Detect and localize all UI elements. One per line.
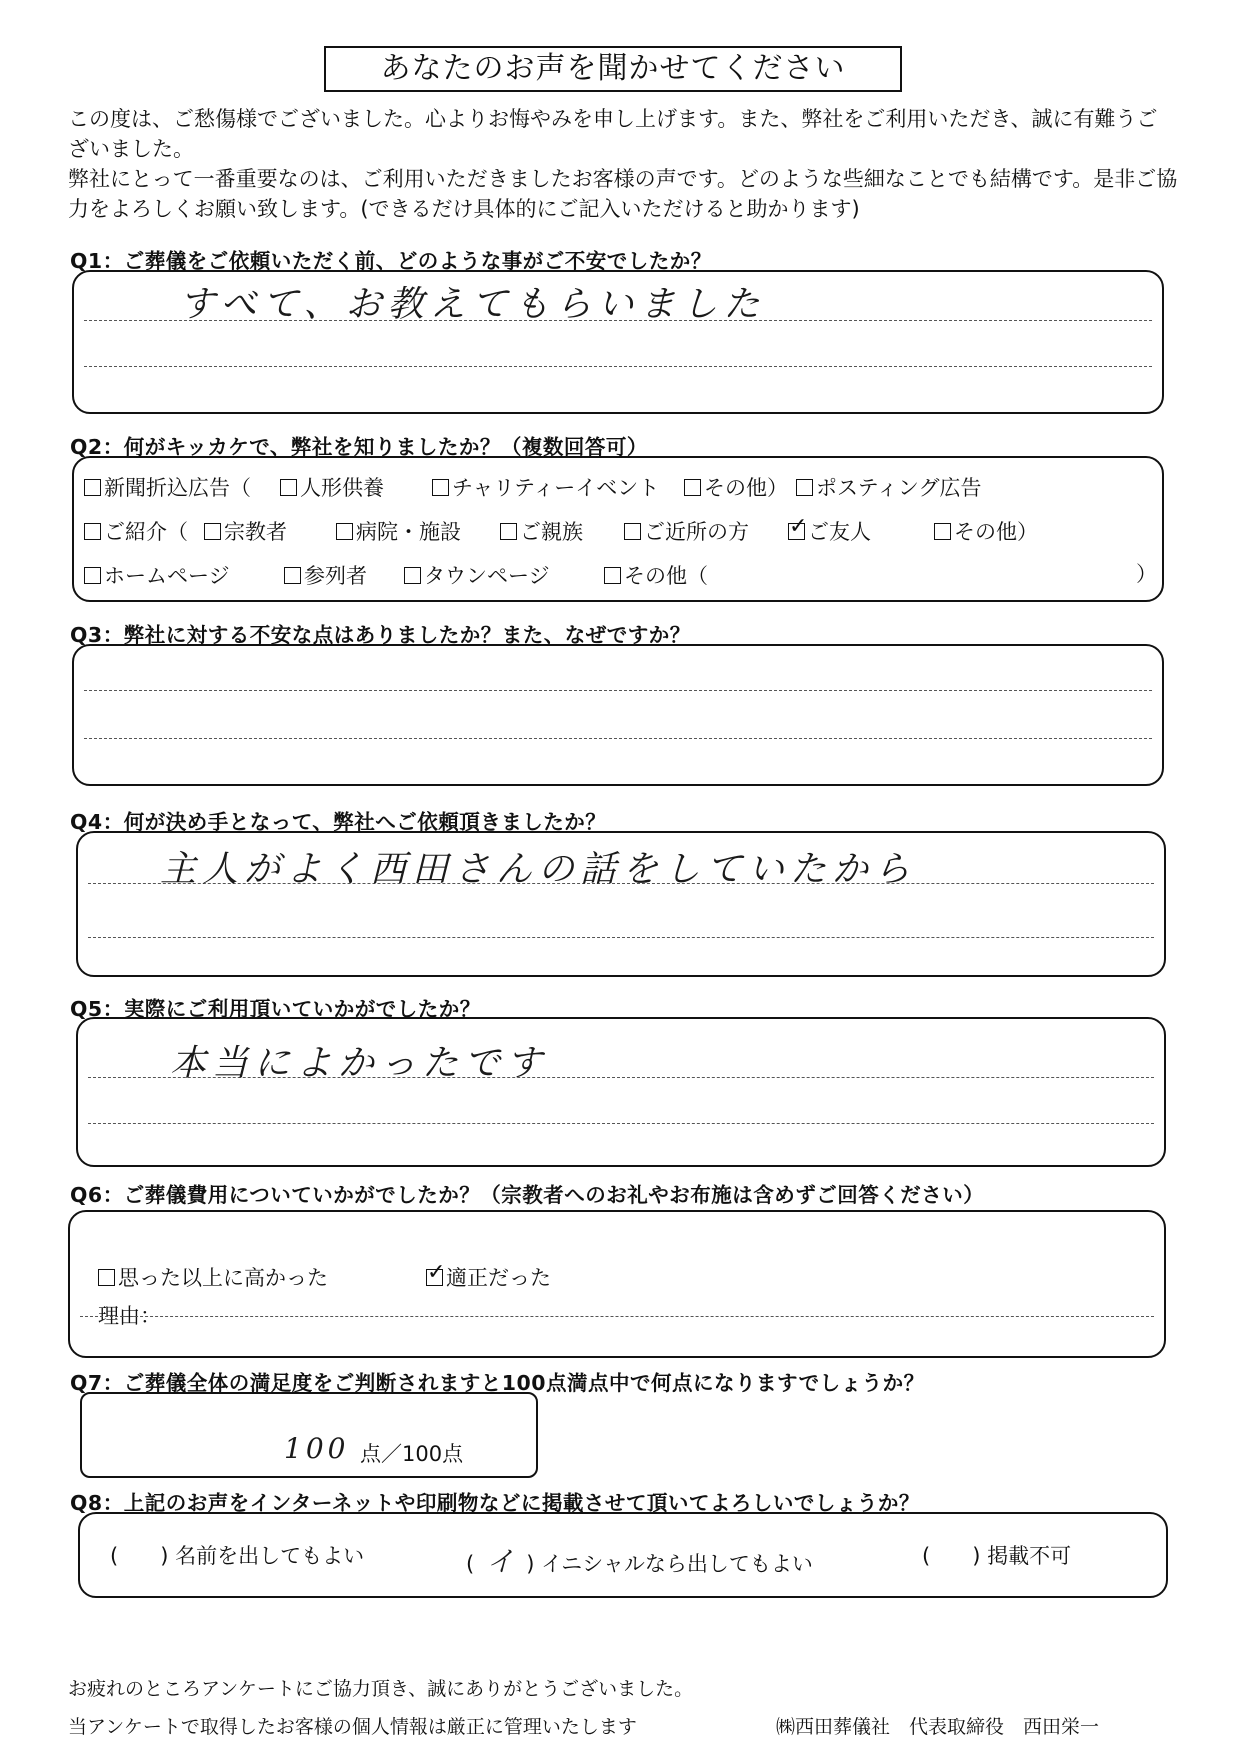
q2-option-label: ご紹介（	[104, 520, 188, 544]
q2-option-label: 人形供養	[300, 476, 384, 500]
q7-label: Q7：ご葬儀全体の満足度をご判断されますと100点満点中で何点になりますでしょうか？	[70, 1371, 925, 1395]
checkbox-icon	[934, 523, 951, 540]
q2-option-3-4[interactable]	[604, 560, 708, 590]
q2-option-2-4[interactable]	[500, 516, 583, 546]
q2-option-2-3[interactable]	[336, 516, 461, 546]
q6-reason-label: 理由：	[98, 1304, 161, 1328]
q1-answer-box[interactable]	[72, 270, 1164, 414]
checkbox-icon	[98, 1269, 115, 1286]
q8-options-box	[78, 1512, 1168, 1598]
q2-option-1-5[interactable]	[796, 472, 981, 502]
intro-text	[68, 104, 1178, 224]
checkbox-icon	[204, 523, 221, 540]
checkbox-icon	[84, 567, 101, 584]
q2-option-2-1[interactable]	[84, 516, 188, 546]
q2-option-3-2[interactable]	[284, 560, 367, 590]
q2-option-label: チャリティーイベント	[452, 476, 660, 500]
survey-title: あなたのお声を聞かせてください	[324, 46, 902, 92]
q4-label: Q4：何が決め手となって、弊社へご依頼頂きましたか？	[70, 810, 607, 834]
intro-paragraph-1: この度は、ご愁傷様でございました。心よりお悔やみを申し上げます。また、弊社をご利用いただき、誠に有難うございました。	[68, 107, 1158, 161]
checkbox-icon	[432, 479, 449, 496]
q5-handwritten-answer: 本当によかったです	[170, 1043, 549, 1084]
checkbox-checked-icon	[426, 1269, 443, 1286]
q2-label: Q2：何がキッカケで、弊社を知りましたか？（複数回答可）	[70, 435, 648, 459]
q2-option-1-2[interactable]	[280, 472, 384, 502]
q8-option-name-label: 名前を出してもよい	[175, 1544, 365, 1568]
checkbox-icon	[404, 567, 421, 584]
q8-option-decline[interactable]: ( ) 掲載不可	[922, 1544, 1072, 1568]
q8-option-name[interactable]: ( ) 名前を出してもよい	[110, 1544, 365, 1568]
q2-option-label: ご親族	[520, 520, 583, 544]
q7-handwritten-score: 100	[284, 1432, 350, 1465]
footer-thanks: お疲れのところアンケートにご協力頂き、誠にありがとうございました。	[68, 1678, 694, 1700]
checkbox-icon	[604, 567, 621, 584]
q8-label: Q8：上記のお声をインターネットや印刷物などに掲載させて頂いてよろしいでしょうか？	[70, 1491, 920, 1515]
q2-option-label: タウンページ	[424, 564, 550, 588]
q2-option-label: ご友人	[808, 520, 871, 544]
checkbox-icon	[280, 479, 297, 496]
q6-option-expensive[interactable]	[98, 1262, 328, 1292]
q2-option-label: 宗教者	[224, 520, 287, 544]
q2-option-label: その他）	[704, 476, 788, 500]
q2-options-box	[72, 456, 1164, 602]
q2-option-2-2[interactable]	[204, 516, 287, 546]
checkbox-icon	[336, 523, 353, 540]
q6-option-expensive-label: 思った以上に高かった	[118, 1266, 328, 1290]
q2-option-label: ホームページ	[104, 564, 230, 588]
q2-close-paren: ）	[1136, 562, 1157, 586]
checkbox-icon	[796, 479, 813, 496]
checkbox-icon	[684, 479, 701, 496]
q3-answer-box[interactable]	[72, 644, 1164, 786]
q6-options-box	[68, 1210, 1166, 1358]
q1-label: Q1：ご葬儀をご依頼いただく前、どのような事がご不安でしたか？	[70, 249, 712, 273]
q4-answer-box[interactable]	[76, 831, 1166, 977]
q2-option-1-4[interactable]	[684, 472, 788, 502]
q8-option-initial-label: イニシャルなら出してもよい	[541, 1552, 813, 1576]
q2-option-2-6[interactable]	[788, 516, 871, 546]
q2-option-2-7[interactable]	[934, 516, 1038, 546]
q4-handwritten-answer: 主人がよく西田さんの話をしていたから	[160, 849, 917, 890]
q6-option-fair-label: 適正だった	[446, 1266, 551, 1290]
q2-option-3-3[interactable]	[404, 560, 550, 590]
q8-option-initial[interactable]: ( イ ) イニシャルなら出してもよい	[466, 1545, 813, 1578]
q7-score-suffix: 点／100点	[360, 1442, 464, 1466]
checkbox-icon	[84, 523, 101, 540]
q2-option-2-5[interactable]	[624, 516, 749, 546]
q2-option-label: ポスティング広告	[816, 476, 982, 500]
checkbox-icon	[84, 479, 101, 496]
checkbox-icon	[284, 567, 301, 584]
q5-answer-box[interactable]	[76, 1017, 1166, 1167]
q2-option-label: その他（	[624, 564, 708, 588]
footer-privacy: 当アンケートで取得したお客様の個人情報は厳正に管理いたします	[68, 1716, 637, 1738]
q6-option-fair[interactable]	[426, 1262, 551, 1292]
q6-label: Q6：ご葬儀費用についていかがでしたか？（宗教者へのお礼やお布施は含めずご回答ください）	[70, 1183, 985, 1207]
q3-label: Q3：弊社に対する不安な点はありましたか？また、なぜですか？	[70, 623, 691, 647]
q2-option-label: 新聞折込広告（	[104, 476, 251, 500]
footer-company: ㈱西田葬儀社 代表取締役 西田栄一	[776, 1716, 1100, 1738]
q2-option-label: ご近所の方	[644, 520, 749, 544]
q2-option-3-1[interactable]	[84, 560, 230, 590]
q2-option-label: 参列者	[304, 564, 367, 588]
q2-option-label: 病院・施設	[356, 520, 461, 544]
q2-option-1-1[interactable]	[84, 472, 251, 502]
q5-label: Q5：実際にご利用頂いていかがでしたか？	[70, 997, 481, 1021]
q8-option-decline-label: 掲載不可	[987, 1544, 1072, 1568]
q8-option-initial-mark: イ	[486, 1545, 515, 1578]
checkbox-icon	[624, 523, 641, 540]
checkbox-checked-icon	[788, 523, 805, 540]
q1-handwritten-answer: すべて、お教えてもらいました	[179, 284, 766, 325]
q7-score-box[interactable]	[80, 1392, 538, 1478]
intro-paragraph-2: 弊社にとって一番重要なのは、ご利用いただきましたお客様の声です。どのような些細なことでも結構です。是非ご協力をよろしくお願い致します。(できるだけ具体的にご記入いただけると助かります)	[68, 167, 1178, 221]
q2-option-1-3[interactable]	[432, 472, 659, 502]
q2-option-label: その他）	[954, 520, 1038, 544]
checkbox-icon	[500, 523, 517, 540]
